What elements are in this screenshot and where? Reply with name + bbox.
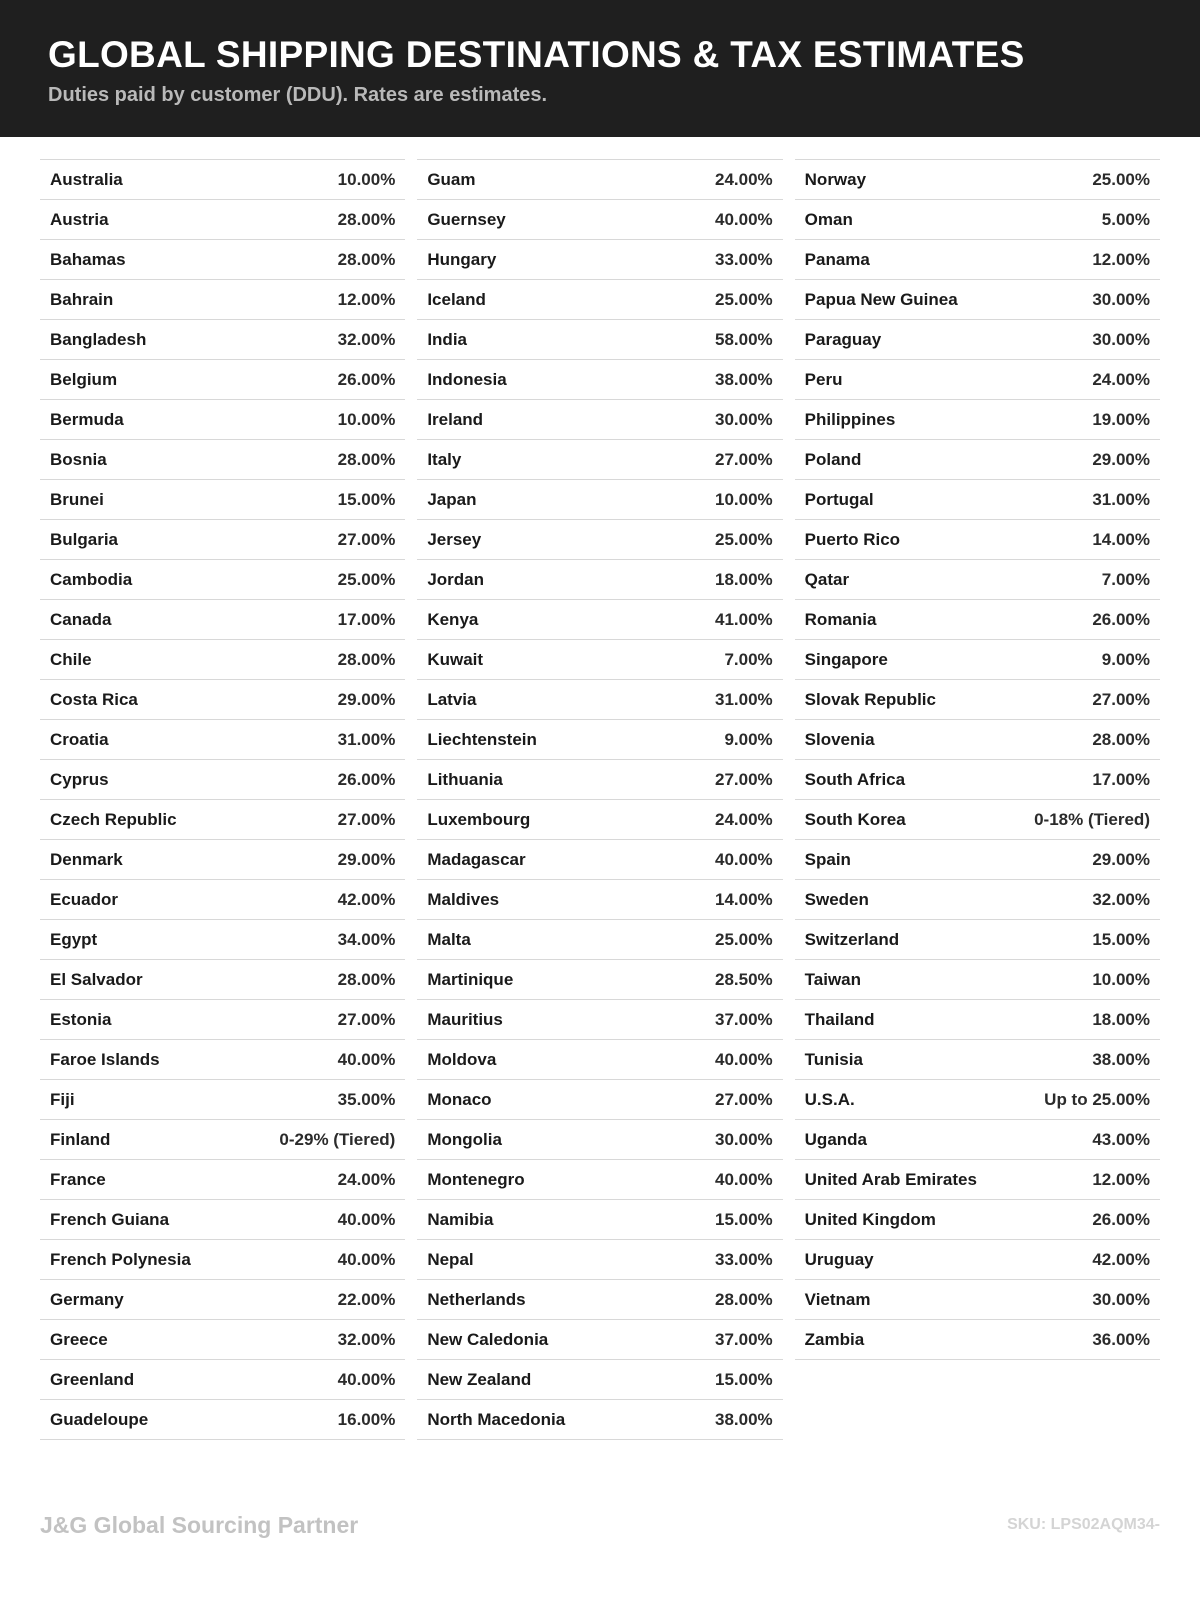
destination-rate: 26.00%	[1092, 609, 1150, 629]
destination-name: Iceland	[427, 289, 486, 309]
table-row	[40, 880, 405, 920]
rates-column-3	[795, 159, 1160, 1440]
destination-rate: 28.00%	[337, 449, 396, 469]
destination-rate: 24.00%	[714, 809, 773, 829]
destination-name: Austria	[50, 209, 109, 229]
destination-rate: 14.00%	[1092, 529, 1150, 549]
table-row	[795, 1240, 1160, 1280]
table-row	[40, 159, 405, 200]
table-row	[417, 680, 782, 720]
destination-name: Latvia	[427, 689, 477, 709]
table-row	[417, 840, 782, 880]
destination-rate: 25.00%	[714, 289, 773, 309]
destination-rate: 16.00%	[337, 1409, 396, 1429]
table-row	[417, 240, 782, 280]
table-row	[40, 1000, 405, 1040]
destination-rate: 10.00%	[337, 169, 396, 189]
destination-name: Bermuda	[50, 409, 124, 429]
table-row	[40, 1360, 405, 1400]
table-row	[417, 640, 782, 680]
destination-rate: 14.00%	[714, 889, 773, 909]
destination-name: Madagascar	[427, 849, 526, 869]
table-row	[795, 1000, 1160, 1040]
destination-rate: 37.00%	[714, 1009, 773, 1029]
destination-name: New Caledonia	[427, 1329, 549, 1349]
destination-name: Singapore	[804, 649, 888, 669]
table-row	[795, 800, 1160, 840]
destination-name: Moldova	[427, 1049, 497, 1069]
destination-rate: 31.00%	[714, 689, 773, 709]
destination-rate: 12.00%	[1092, 249, 1150, 269]
table-row	[40, 720, 405, 760]
destination-rate: 10.00%	[714, 489, 773, 509]
destination-rate: 9.00%	[724, 729, 773, 749]
table-row	[417, 1040, 782, 1080]
destination-rate: 24.00%	[1092, 369, 1150, 389]
destination-rate: 25.00%	[714, 929, 773, 949]
destination-name: Panama	[804, 249, 870, 269]
destination-rate: 27.00%	[714, 1089, 773, 1109]
destination-name: Fiji	[50, 1089, 75, 1109]
table-row	[795, 200, 1160, 240]
destination-name: Namibia	[427, 1209, 494, 1229]
destination-rate: 30.00%	[1092, 289, 1150, 309]
destination-rate: 24.00%	[337, 1169, 396, 1189]
destination-name: Italy	[427, 449, 462, 469]
destination-name: Japan	[427, 489, 477, 509]
footer-brand: J&G Global Sourcing Partner	[40, 1511, 359, 1538]
destination-rate: 40.00%	[714, 849, 773, 869]
table-row	[417, 1400, 782, 1440]
table-row	[40, 200, 405, 240]
destination-name: Portugal	[804, 489, 874, 509]
destination-rate: 18.00%	[1092, 1009, 1150, 1029]
page-subtitle: Duties paid by customer (DDU). Rates are estimates.	[48, 84, 548, 106]
destination-rate: 15.00%	[1092, 929, 1150, 949]
destination-name: United Kingdom	[804, 1209, 936, 1229]
destination-name: Faroe Islands	[50, 1049, 160, 1069]
destination-name: Bahamas	[50, 249, 126, 269]
table-row	[417, 400, 782, 440]
rates-column-1	[40, 159, 405, 1440]
table-row	[795, 360, 1160, 400]
table-row	[417, 520, 782, 560]
destination-name: Greece	[50, 1329, 108, 1349]
destination-rate: 25.00%	[714, 529, 773, 549]
destination-rate: 0-18% (Tiered)	[1034, 809, 1150, 829]
table-row	[795, 240, 1160, 280]
table-row	[795, 680, 1160, 720]
destination-name: Australia	[50, 169, 123, 189]
destination-name: Guam	[427, 169, 476, 189]
table-row	[417, 760, 782, 800]
destination-rate: 29.00%	[337, 689, 396, 709]
table-row	[40, 1160, 405, 1200]
destination-name: Malta	[427, 929, 471, 949]
table-row	[417, 360, 782, 400]
destination-rate: 32.00%	[337, 1329, 396, 1349]
destination-rate: 42.00%	[337, 889, 396, 909]
destination-name: Spain	[804, 849, 851, 869]
destination-name: Jersey	[427, 529, 482, 549]
destination-name: Vietnam	[804, 1289, 871, 1309]
destination-rate: 36.00%	[1092, 1329, 1150, 1349]
destination-name: Egypt	[50, 929, 98, 949]
destination-name: Lithuania	[427, 769, 503, 789]
destination-rate: 15.00%	[714, 1369, 773, 1389]
destination-name: Mauritius	[427, 1009, 503, 1029]
destination-rate: 28.00%	[337, 969, 396, 989]
destination-rate: 30.00%	[714, 1129, 773, 1149]
destination-rate: 28.00%	[337, 209, 396, 229]
table-row	[795, 720, 1160, 760]
table-row	[417, 440, 782, 480]
destination-name: Germany	[50, 1289, 124, 1309]
destination-name: Nepal	[427, 1249, 474, 1269]
destination-name: Switzerland	[804, 929, 900, 949]
destination-name: Ireland	[427, 409, 484, 429]
table-row	[40, 1200, 405, 1240]
destination-rate: 26.00%	[1092, 1209, 1150, 1229]
destination-name: Norway	[804, 169, 867, 189]
table-row	[795, 1280, 1160, 1320]
destination-rate: 38.00%	[714, 1409, 773, 1429]
destination-name: Slovak Republic	[804, 689, 936, 709]
destination-name: Mongolia	[427, 1129, 502, 1149]
destination-rate: 28.00%	[337, 249, 396, 269]
table-row	[40, 1320, 405, 1360]
destination-rate: 40.00%	[337, 1249, 396, 1269]
destination-name: Finland	[50, 1129, 111, 1149]
destination-name: Chile	[50, 649, 92, 669]
table-row	[417, 1000, 782, 1040]
table-row	[40, 480, 405, 520]
destination-name: Monaco	[427, 1089, 492, 1109]
table-row	[795, 440, 1160, 480]
destination-rate: 30.00%	[1092, 1289, 1150, 1309]
destination-rate: 15.00%	[714, 1209, 773, 1229]
destination-rate: 28.00%	[337, 649, 396, 669]
destination-name: Zambia	[804, 1329, 865, 1349]
table-row	[417, 1200, 782, 1240]
destination-name: Croatia	[50, 729, 109, 749]
destination-rate: 27.00%	[1092, 689, 1150, 709]
destination-name: South Korea	[804, 809, 906, 829]
destination-name: Belgium	[50, 369, 118, 389]
destination-rate: 31.00%	[337, 729, 396, 749]
destination-name: Paraguay	[804, 329, 882, 349]
table-row	[40, 240, 405, 280]
destination-name: Uruguay	[804, 1249, 874, 1269]
destination-rate: 28.00%	[714, 1289, 773, 1309]
table-row	[795, 159, 1160, 200]
destination-name: Guernsey	[427, 209, 506, 229]
destination-name: Papua New Guinea	[804, 289, 958, 309]
table-row	[417, 920, 782, 960]
table-row	[795, 1120, 1160, 1160]
table-row	[40, 560, 405, 600]
destination-name: Kuwait	[427, 649, 484, 669]
destination-name: Peru	[804, 369, 843, 389]
destination-rate: 37.00%	[714, 1329, 773, 1349]
table-row	[40, 320, 405, 360]
table-row	[417, 1160, 782, 1200]
destination-name: Costa Rica	[50, 689, 138, 709]
destination-name: Poland	[804, 449, 862, 469]
table-row	[40, 680, 405, 720]
destination-rate: 40.00%	[714, 1049, 773, 1069]
table-row	[795, 1200, 1160, 1240]
destination-name: Taiwan	[804, 969, 862, 989]
rates-column-2	[417, 159, 782, 1440]
destination-rate: 28.00%	[1092, 729, 1150, 749]
destination-name: Romania	[804, 609, 877, 629]
table-row	[417, 1120, 782, 1160]
table-row	[795, 400, 1160, 440]
table-row	[417, 1080, 782, 1120]
destination-rate: 27.00%	[337, 1009, 396, 1029]
table-row	[417, 600, 782, 640]
destination-rate: 12.00%	[337, 289, 396, 309]
page-footer	[0, 1480, 1200, 1600]
destination-name: Uganda	[804, 1129, 867, 1149]
destination-rate: 40.00%	[714, 1169, 773, 1189]
destination-rate: 31.00%	[1092, 489, 1150, 509]
table-row	[795, 760, 1160, 800]
destination-name: Liechtenstein	[427, 729, 537, 749]
table-row	[40, 760, 405, 800]
table-row	[795, 960, 1160, 1000]
destination-name: Martinique	[427, 969, 514, 989]
table-row	[417, 560, 782, 600]
destination-rate: 40.00%	[337, 1369, 396, 1389]
table-row	[417, 159, 782, 200]
destination-rate: 17.00%	[337, 609, 396, 629]
table-row	[795, 560, 1160, 600]
destination-name: Slovenia	[804, 729, 875, 749]
table-row	[795, 920, 1160, 960]
destination-rate: 17.00%	[1092, 769, 1150, 789]
table-row	[795, 1040, 1160, 1080]
destination-name: Cyprus	[50, 769, 109, 789]
destination-name: Denmark	[50, 849, 123, 869]
page-header	[0, 0, 1200, 137]
table-row	[795, 880, 1160, 920]
table-row	[795, 1080, 1160, 1120]
destination-rate: 34.00%	[337, 929, 396, 949]
destination-rate: 32.00%	[337, 329, 396, 349]
destination-name: North Macedonia	[427, 1409, 566, 1429]
table-row	[40, 1120, 405, 1160]
table-row	[795, 480, 1160, 520]
destination-rate: 10.00%	[1092, 969, 1150, 989]
destination-name: Maldives	[427, 889, 500, 909]
destination-rate: 33.00%	[714, 1249, 773, 1269]
destination-rate: Up to 25.00%	[1044, 1089, 1150, 1109]
destination-rate: 41.00%	[714, 609, 773, 629]
destination-name: Oman	[804, 209, 853, 229]
destination-name: Bahrain	[50, 289, 114, 309]
destination-rate: 35.00%	[337, 1089, 396, 1109]
destination-name: New Zealand	[427, 1369, 532, 1389]
destination-name: French Polynesia	[50, 1249, 191, 1269]
destination-name: Guadeloupe	[50, 1409, 149, 1429]
destination-name: Hungary	[427, 249, 497, 269]
destination-rate: 33.00%	[714, 249, 773, 269]
destination-name: El Salvador	[50, 969, 143, 989]
destination-name: Ecuador	[50, 889, 119, 909]
destination-rate: 0-29% (Tiered)	[279, 1129, 396, 1149]
destination-rate: 29.00%	[1092, 849, 1150, 869]
table-row	[795, 520, 1160, 560]
table-row	[40, 840, 405, 880]
table-row	[417, 800, 782, 840]
destination-rate: 10.00%	[337, 409, 396, 429]
table-row	[417, 720, 782, 760]
destination-rate: 27.00%	[714, 449, 773, 469]
table-row	[417, 320, 782, 360]
destination-rate: 40.00%	[337, 1209, 396, 1229]
table-row	[417, 1280, 782, 1320]
table-row	[417, 280, 782, 320]
destination-name: Jordan	[427, 569, 485, 589]
destination-rate: 27.00%	[714, 769, 773, 789]
destination-rate: 43.00%	[1092, 1129, 1150, 1149]
table-row	[40, 920, 405, 960]
destination-name: France	[50, 1169, 106, 1189]
destination-name: U.S.A.	[804, 1089, 855, 1109]
table-row	[417, 480, 782, 520]
destination-rate: 18.00%	[714, 569, 773, 589]
destination-rate: 12.00%	[1092, 1169, 1150, 1189]
destination-rate: 29.00%	[337, 849, 396, 869]
table-row	[40, 960, 405, 1000]
destination-name: India	[427, 329, 467, 349]
destination-name: Philippines	[804, 409, 896, 429]
table-row	[40, 640, 405, 680]
destination-rate: 26.00%	[337, 369, 396, 389]
table-row	[40, 360, 405, 400]
destination-name: Brunei	[50, 489, 104, 509]
destination-rate: 27.00%	[337, 529, 396, 549]
table-row	[417, 880, 782, 920]
table-row	[40, 600, 405, 640]
table-row	[795, 280, 1160, 320]
destination-name: Sweden	[804, 889, 869, 909]
destination-rate: 28.50%	[714, 969, 773, 989]
page-title: GLOBAL SHIPPING DESTINATIONS & TAX ESTIMATES	[48, 34, 1025, 75]
destination-rate: 42.00%	[1092, 1249, 1150, 1269]
table-row	[417, 960, 782, 1000]
table-row	[40, 280, 405, 320]
destination-name: Estonia	[50, 1009, 112, 1029]
destination-rate: 7.00%	[724, 649, 773, 669]
destination-rate: 38.00%	[1092, 1049, 1150, 1069]
destination-name: Netherlands	[427, 1289, 526, 1309]
destination-name: Indonesia	[427, 369, 507, 389]
destination-rate: 40.00%	[714, 209, 773, 229]
table-row	[40, 800, 405, 840]
destination-name: Montenegro	[427, 1169, 525, 1189]
destination-name: Bulgaria	[50, 529, 119, 549]
table-row	[40, 400, 405, 440]
destination-name: South Africa	[804, 769, 906, 789]
table-row	[417, 200, 782, 240]
destination-rate: 24.00%	[714, 169, 773, 189]
destination-name: Czech Republic	[50, 809, 177, 829]
destination-name: Qatar	[804, 569, 850, 589]
destination-name: Bosnia	[50, 449, 107, 469]
destination-name: Canada	[50, 609, 112, 629]
destination-rate: 40.00%	[337, 1049, 396, 1069]
destination-rate: 9.00%	[1101, 649, 1150, 669]
destination-name: Kenya	[427, 609, 479, 629]
destination-rate: 30.00%	[714, 409, 773, 429]
table-row	[40, 440, 405, 480]
destination-rate: 27.00%	[337, 809, 396, 829]
destination-name: Thailand	[804, 1009, 875, 1029]
table-row	[795, 640, 1160, 680]
table-row	[795, 600, 1160, 640]
destination-rate: 32.00%	[1092, 889, 1150, 909]
destination-name: Luxembourg	[427, 809, 531, 829]
destination-name: Greenland	[50, 1369, 135, 1389]
destination-name: French Guiana	[50, 1209, 170, 1229]
destination-rate: 25.00%	[1092, 169, 1150, 189]
table-row	[795, 320, 1160, 360]
destination-rate: 38.00%	[714, 369, 773, 389]
table-row	[40, 1080, 405, 1120]
destination-rate: 19.00%	[1092, 409, 1150, 429]
destination-rate: 25.00%	[337, 569, 396, 589]
destination-name: United Arab Emirates	[804, 1169, 977, 1189]
destination-rate: 15.00%	[337, 489, 396, 509]
destination-rate: 26.00%	[337, 769, 396, 789]
table-row	[417, 1360, 782, 1400]
rates-columns	[0, 137, 1200, 1440]
table-row	[795, 840, 1160, 880]
table-row	[417, 1320, 782, 1360]
table-row	[40, 1400, 405, 1440]
footer-sku: SKU: LPS02AQM34-	[1007, 1516, 1160, 1533]
destination-name: Cambodia	[50, 569, 133, 589]
destination-name: Tunisia	[804, 1049, 863, 1069]
table-row	[40, 1040, 405, 1080]
destination-rate: 22.00%	[337, 1289, 396, 1309]
destination-rate: 58.00%	[714, 329, 773, 349]
table-row	[417, 1240, 782, 1280]
destination-rate: 30.00%	[1092, 329, 1150, 349]
table-row	[40, 520, 405, 560]
table-row	[795, 1320, 1160, 1360]
destination-rate: 5.00%	[1101, 209, 1150, 229]
table-row	[40, 1280, 405, 1320]
destination-rate: 7.00%	[1101, 569, 1150, 589]
destination-name: Bangladesh	[50, 329, 147, 349]
table-row	[795, 1160, 1160, 1200]
table-row	[40, 1240, 405, 1280]
destination-name: Puerto Rico	[804, 529, 901, 549]
destination-rate: 29.00%	[1092, 449, 1150, 469]
